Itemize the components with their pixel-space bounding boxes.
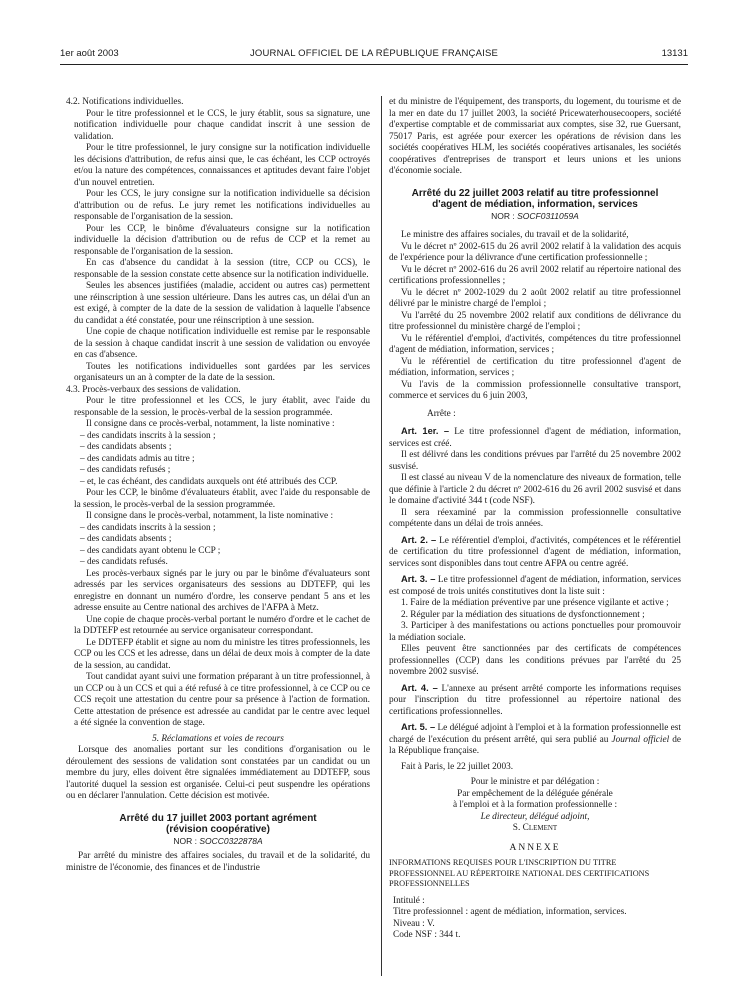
paragraph: Pour les CCS, le jury consigne sur la notification individuelle sa décision d'attribution ou de refus. Le jury remet les notifications individuelles au responsable de l'organisation de la session.	[74, 189, 370, 222]
list-item: – des candidats admis au titre ;	[80, 453, 195, 464]
section-4-3-title: 4.3. Procès-verbaux des sessions de validation.	[66, 384, 241, 395]
nominative-list-2	[74, 523, 370, 569]
paragraph: Pour les CCP, le binôme d'évaluateurs consigne sur la notification individuelle la décision d'attribution ou de refus de CCP et la remet au responsable de l'organisation de la session.	[74, 223, 370, 257]
paragraph: Elles peuvent être sanctionnées par des certificats de compétences professionnelles (CCP) dans les conditions prévues par l'arrêté du 25 novembre 2002 susvisé.	[389, 644, 681, 677]
list-item: 1. Faire de la médiation préventive par une présence vigilante et active ;	[401, 598, 669, 608]
paragraph: Pour le titre professionnel et le CCS, le jury établit, sous sa signature, une notification individuelle pour chaque candidat inscrit à une session de validation.	[74, 108, 370, 142]
paragraph: Une copie de chaque procès-verbal portant le numéro d'ordre et le cachet de la DDTEFP est retournée au service organisateur correspondant.	[74, 614, 370, 636]
paragraph: Le DDTEFP établit et signe au nom du ministre les titres professionnels, les CCP ou les CCS et les adresse, dans un délai de deux mois à compter de la date de la session, au candidat.	[74, 637, 370, 671]
annexe-details	[389, 896, 681, 942]
list-item: – des candidats absents ;	[80, 534, 172, 544]
arrete-word: Arrête :	[427, 408, 456, 419]
signature-line: Par empêchement de la déléguée générale	[457, 788, 613, 799]
article-2: Art. 2. – Le référentiel d'emploi, d'activités, compétences et le référentiel de certification du titre professionnel d'agent de médiation, information, services sont disponibles dans tout centre AFPA ou centre agréé.	[389, 534, 681, 569]
header-date: 1er août 2003	[60, 48, 119, 59]
list-item: 2. Réguler par la médiation des situations de dysfonctionnement ;	[401, 609, 645, 620]
paragraph: Seules les absences justifiées (maladie, accident ou autres cas) permettent une réinscription à une session ultérieure. Dans les autres cas, un délai d'un an est exigé, à compter de la date de la session de validation à laquelle l'absence du candidat a été constatée, pour une réinscription à une session.	[74, 281, 370, 326]
visa: Vu le décret nº 2002-1029 du 2 août 2002 relatif au titre professionnel délivré par le ministre chargé de l'emploi ;	[389, 287, 681, 309]
list-item: 3. Participer à des manifestations ou actions ponctuelles pour promouvoir la médiation sociale.	[389, 621, 681, 643]
visa: Vu le référentiel de certification du titre professionnel d'agent de médiation, information, services ;	[389, 356, 681, 378]
visa: Vu le référentiel d'emploi, d'activités, compétences du titre professionnel d'agent de médiation, information, services ;	[389, 333, 681, 355]
paragraph: Par arrêté du ministre des affaires sociales, du travail et de la solidarité, du ministre de l'économie, des finances et de l'industrie	[66, 851, 370, 873]
article-5: Art. 5. – Le délégué adjoint à l'emploi et à la formation professionnelle est chargé de l'exécution du présent arrêté, qui sera publié au Journal officiel de la République française.	[389, 722, 682, 756]
signature-line: à l'emploi et à la formation professionnelle :	[452, 800, 618, 810]
signature-block	[389, 777, 681, 835]
nominative-list-1	[74, 431, 370, 489]
annexe-heading: ANNEXE	[509, 842, 561, 853]
article-label: Art. 4. –	[401, 682, 438, 693]
paragraph: Il est délivré dans les conditions prévues par l'arrêté du 25 novembre 2002 susvisé.	[389, 450, 681, 472]
paragraph: Il est classé au niveau V de la nomenclature des niveaux de formation, telle que définie à l'article 2 du décret nº 2002-616 du 26 avril 2002 susvisé et dans le domaine d'activité 344 t (code NSF).	[389, 473, 682, 506]
list-item: – des candidats inscrits à la session ;	[80, 430, 216, 441]
annexe-field: Code NSF : 344 t.	[393, 930, 461, 940]
visa: Vu l'avis de la commission professionnelle consultative transport, commerce et services du 6 juin 2003,	[389, 379, 681, 401]
paragraph: Toutes les notifications individuelles sont gardées par les services organisateurs un an à compter de la date de la session.	[74, 361, 370, 383]
paragraph: Les procès-verbaux signés par le jury ou par le binôme d'évaluateurs sont adressés par les services organisateurs des sessions au DDTEFP, qui les enregistre en donnant un numéro d'ordre, les conserve pendant 5 ans et les adresse ensuite au Centre national des archives de l'AFPA à Metz.	[74, 568, 370, 613]
paragraph: Tout candidat ayant suivi une formation préparant à un titre professionnel, à un CCP ou à un CCS et qui a été refusé à ce titre professionnel, à ce CCP ou ce CCS reçoit une attestation du centre pour sa présence à l'action de formation. Cette attestation de présence est adressée au candidat par le centre avec lequel a été signée la convention de stage.	[74, 672, 370, 728]
signing-date: Fait à Paris, le 22 juillet 2003.	[401, 761, 514, 772]
nor-reference: NOR : SOCF0311059A	[491, 210, 579, 221]
header-rule	[60, 64, 688, 65]
signatory-name: S. Clement	[512, 823, 558, 833]
article-1: Art. 1er. – Le titre professionnel d'agent de médiation, information, services est créé.	[389, 426, 681, 449]
visa: Vu le décret nº 2002-616 du 26 avril 2002 relatif au répertoire national des certifications professionnelles ;	[389, 264, 681, 286]
signature-line: Pour le ministre et par délégation :	[470, 777, 600, 787]
left-column	[66, 97, 370, 874]
annexe-field: Intitulé :	[393, 895, 425, 906]
list-item: – des candidats refusés ;	[80, 465, 171, 475]
paragraph: et du ministre de l'équipement, des transports, du logement, du tourisme et de la mer en date du 17 juillet 2003, la société Pricewaterhousecoopers, société d'expertise comptable et de commissariat aux comptes, sise 32, rue Guersant, 75017 Paris, est agréée pour exercer les opérations de révision dans les sociétés coopératives HLM, les sociétés coopératives artisanales, les sociétés coopératives d'entreprises de transport et leurs unions et les unions d'économie sociale.	[389, 97, 681, 176]
paragraph: Il consigne dans le procès-verbal, notamment, la liste nominative :	[86, 511, 334, 521]
visa: Vu le décret nº 2002-615 du 26 avril 2002 relatif à la validation des acquis de l'expérience pour la délivrance d'une certification professionnelle ;	[389, 241, 681, 263]
right-column	[389, 97, 681, 942]
annexe-field: Titre professionnel : agent de médiation, information, services.	[393, 907, 627, 917]
section-5-title: 5. Réclamations et voies de recours	[152, 733, 284, 744]
paragraph: Il sera réexaminé par la commission professionnelle consultative compétente dans un délai de trois années.	[389, 507, 681, 529]
column-divider	[381, 96, 382, 976]
list-item: – des candidats ayant obtenu le CCP ;	[80, 545, 221, 556]
arrete-title-line: Arrêté du 22 juillet 2003 relatif au titre professionnel	[411, 187, 659, 199]
section-4-2-title: 4.2. Notifications individuelles.	[66, 97, 184, 107]
article-label: Art. 2. –	[401, 534, 437, 545]
nor-reference: NOR : SOCC0322878A	[173, 835, 263, 846]
header-journal-title: JOURNAL OFFICIEL DE LA RÉPUBLIQUE FRANÇAISE	[249, 48, 499, 59]
list-item: – des candidats refusés.	[80, 557, 168, 567]
minister-line: Le ministre des affaires sociales, du travail et de la solidarité,	[401, 230, 629, 240]
article-label: Art. 5. –	[401, 722, 436, 732]
paragraph: Pour le titre professionnel, le jury consigne sur la notification individuelle les décisions d'attribution, de refus ainsi que, le cas échéant, les CCP octroyés et/ou la nature des compétences, connaissances et aptitudes devant faire l'objet d'un nouvel entretien.	[74, 143, 370, 188]
visa: Vu l'arrêté du 25 novembre 2002 relatif aux conditions de délivrance du titre professionnel du ministère chargé de l'emploi ;	[389, 310, 681, 332]
article-label: Art. 1er. –	[401, 426, 450, 436]
paragraph: Pour le titre professionnel et les CCS, le jury établit, avec l'aide du responsable de la session, le procès-verbal de la session programmée.	[74, 396, 370, 418]
paragraph: Il consigne dans ce procès-verbal, notamment, la liste nominative :	[86, 419, 335, 429]
section-4-3-body	[66, 396, 370, 730]
annexe-field: Niveau : V.	[393, 918, 435, 929]
list-item: – et, le cas échéant, des candidats auxquels ont été attribués des CCP.	[80, 476, 338, 487]
paragraph: Lorsque des anomalies portant sur les conditions d'organisation ou le déroulement des sessions de validation sont constatées par un candidat ou un membre du jury, elles doivent être signalées immédiatement au DDTEFP, sous l'autorité duquel la session est organisée. Celui-ci peut suspendre les opérations ou en déclarer l'annulation. Cette décision est motivée.	[66, 745, 370, 801]
section-4-2-body	[66, 109, 370, 385]
arrete-17-juillet-heading	[66, 813, 370, 848]
paragraph: Pour les CCP, le binôme d'évaluateurs établit, avec l'aide du responsable de la session, le procès-verbal de la session programmée.	[74, 488, 370, 510]
article-label: Art. 3. –	[401, 574, 436, 584]
article-4: Art. 4. – L'annexe au présent arrêté comporte les informations requises pour l'inscription du titre professionnel au répertoire national des certifications professionnelles.	[389, 682, 681, 717]
header-page-number: 13131	[661, 48, 688, 59]
list-item: – des candidats absents ;	[80, 442, 172, 452]
page-header	[60, 44, 688, 62]
article-3: Art. 3. – Le titre professionnel d'agent de médiation, information, services est composé de trois unités constitutives dont la liste suit :	[389, 574, 681, 597]
list-item: – des candidats inscrits à la session ;	[80, 522, 216, 533]
paragraph: Une copie de chaque notification individuelle est remise par le responsable de la session à chaque candidat inscrit à une session de validation ou envoyée en cas d'absence.	[74, 327, 370, 360]
annexe-info-title: INFORMATIONS REQUISES POUR L'INSCRIPTION DU TITRE PROFESSIONNEL AU RÉPERTOIRE NATIONAL DES CERTIFICATIONS PROFESSIONNELLES	[389, 858, 650, 888]
paragraph: En cas d'absence du candidat à la session (titre, CCP ou CCS), le responsable de la session constate cette absence sur la notification individuelle.	[74, 258, 370, 280]
arrete-22-juillet-heading	[389, 188, 681, 223]
arrete-title-line: (révision coopérative)	[166, 824, 270, 835]
arrete-title-line: Arrêté du 17 juillet 2003 portant agrément	[119, 812, 317, 824]
arrete-title-line: d'agent de médiation, information, services	[432, 199, 638, 210]
signature-line: Le directeur, délégué adjoint,	[480, 811, 590, 822]
